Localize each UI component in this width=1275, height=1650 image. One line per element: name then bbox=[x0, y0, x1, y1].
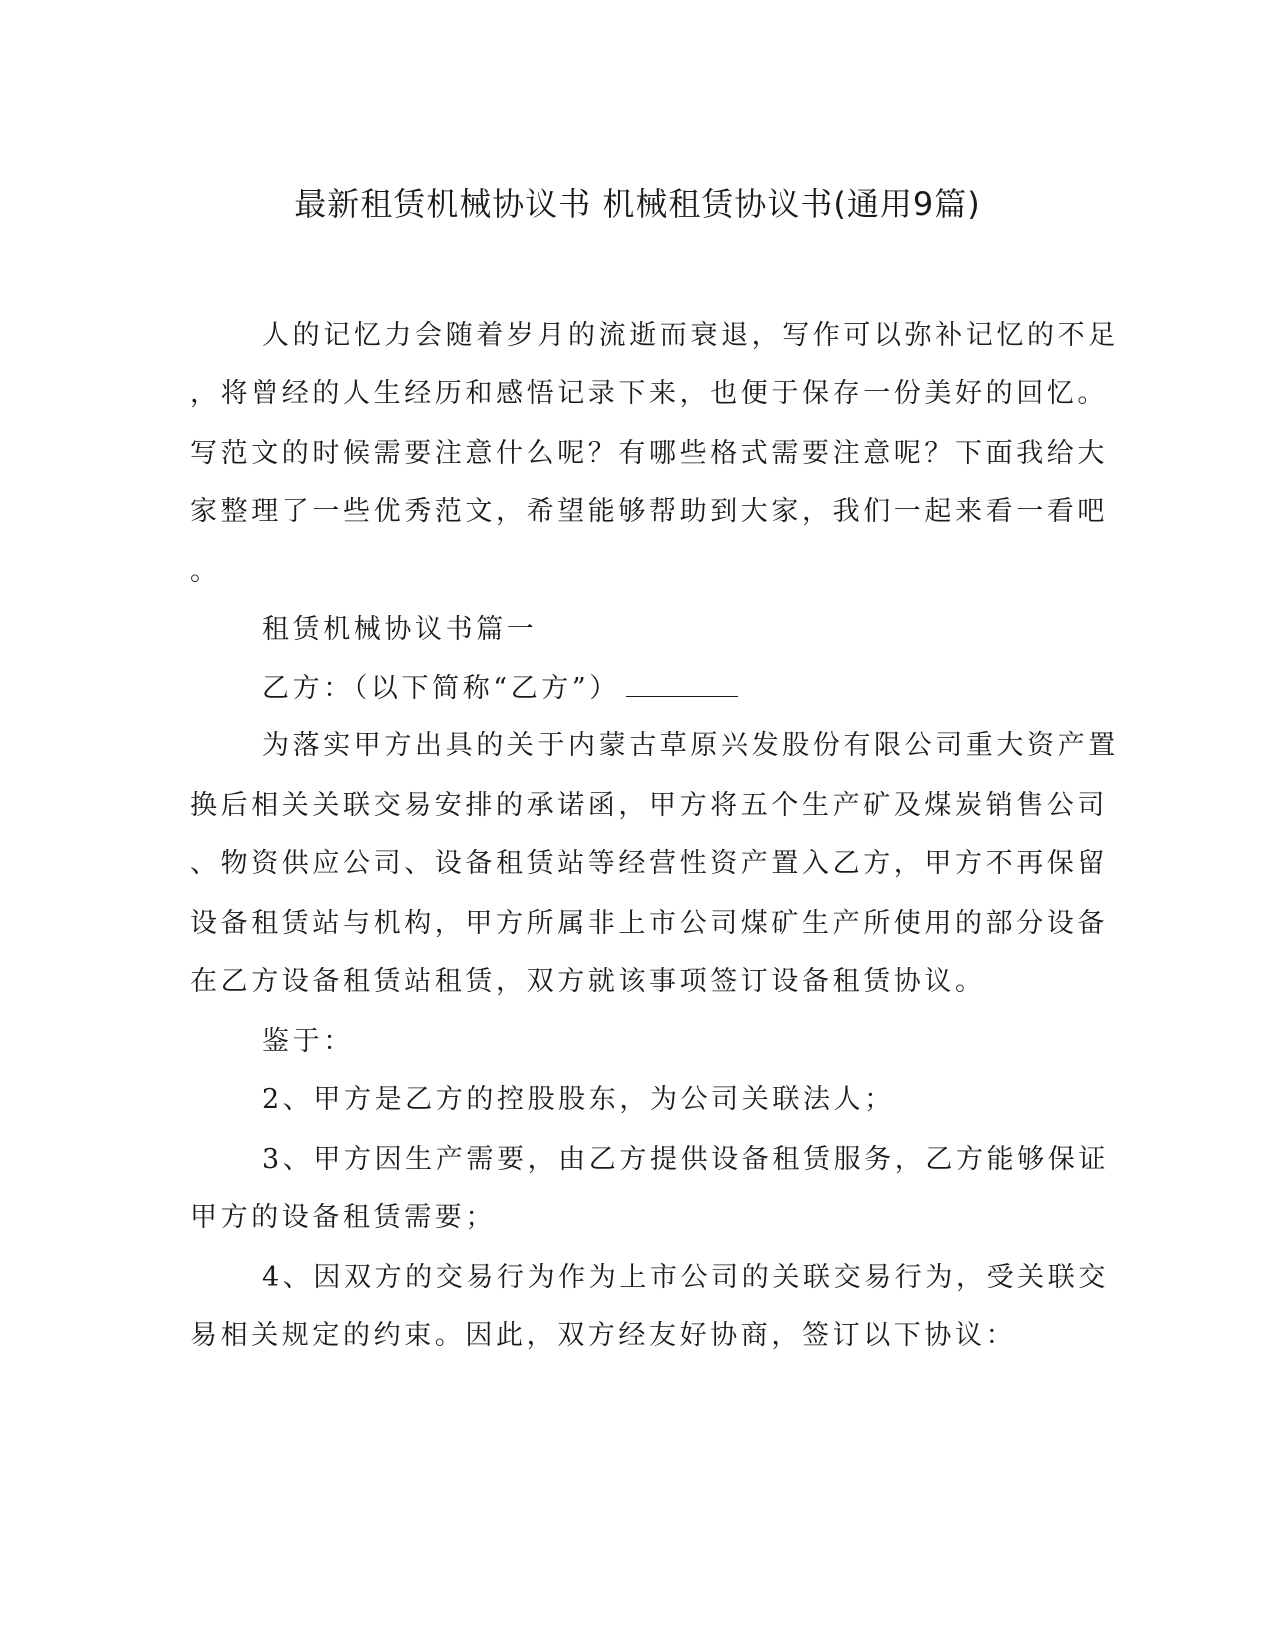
item-3-line-2: 甲方的设备租赁需要； bbox=[190, 1202, 496, 1233]
intro-line-3: 写范文的时候需要注意什么呢？有哪些格式需要注意呢？下面我给大 bbox=[190, 438, 1108, 469]
item-4-line-1: 4、因双方的交易行为作为上市公司的关联交易行为，受关联交 bbox=[262, 1262, 1109, 1293]
party-b-line bbox=[262, 670, 738, 707]
document-title: 最新租赁机械协议书 机械租赁协议书(通用9篇) bbox=[294, 185, 981, 223]
item-2: 2、甲方是乙方的控股股东，为公司关联法人； bbox=[262, 1084, 895, 1115]
intro-line-2: ，将曾经的人生经历和感悟记录下来，也便于保存一份美好的回忆。 bbox=[190, 378, 1108, 409]
intro-line-1: 人的记忆力会随着岁月的流逝而衰退，写作可以弥补记忆的不足 bbox=[262, 320, 1119, 351]
purpose-line-2: 换后相关关联交易安排的承诺函，甲方将五个生产矿及煤炭销售公司 bbox=[190, 790, 1108, 821]
intro-line-5: 。 bbox=[190, 556, 221, 587]
item-3-line-1: 3、甲方因生产需要，由乙方提供设备租赁服务，乙方能够保证 bbox=[262, 1144, 1109, 1175]
section-heading: 租赁机械协议书篇一 bbox=[262, 614, 538, 645]
purpose-line-1: 为落实甲方出具的关于内蒙古草原兴发股份有限公司重大资产置 bbox=[262, 730, 1119, 761]
purpose-line-4: 设备租赁站与机构，甲方所属非上市公司煤矿生产所使用的部分设备 bbox=[190, 908, 1108, 939]
party-b-blank bbox=[626, 670, 738, 697]
party-b-label: 乙方：（以下简称“乙方”） bbox=[262, 673, 620, 704]
item-4-line-2: 易相关规定的约束。因此，双方经友好协商，签订以下协议： bbox=[190, 1320, 1017, 1351]
purpose-line-3: 、物资供应公司、设备租赁站等经营性资产置入乙方，甲方不再保留 bbox=[190, 848, 1108, 879]
purpose-line-5: 在乙方设备租赁站租赁，双方就该事项签订设备租赁协议。 bbox=[190, 966, 986, 997]
intro-line-4: 家整理了一些优秀范文，希望能够帮助到大家，我们一起来看一看吧 bbox=[190, 496, 1108, 527]
whereas-label: 鉴于： bbox=[262, 1026, 354, 1057]
